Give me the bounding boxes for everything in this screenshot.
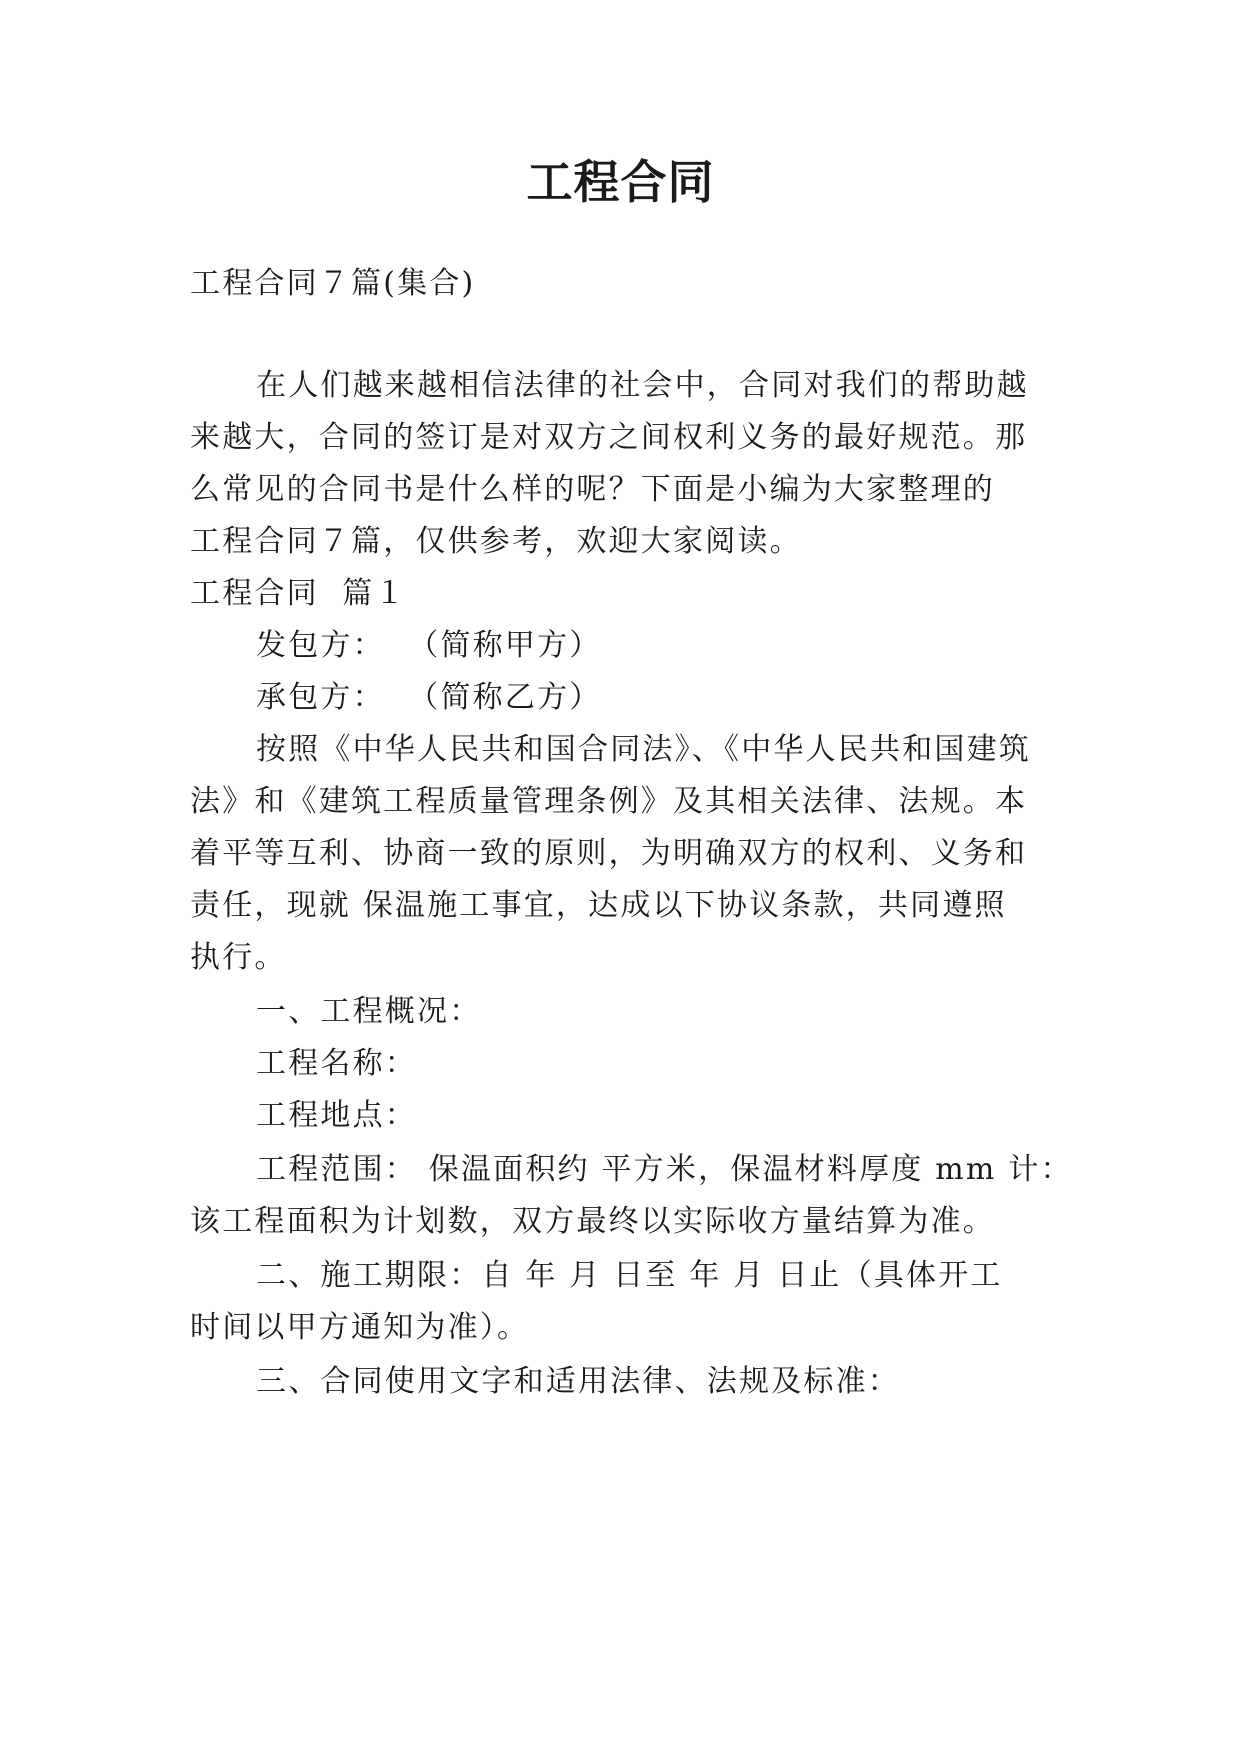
project-scope-line-1: 工程范围： 保温面积约 平方米，保温材料厚度 mm 计：: [256, 1152, 1073, 1187]
basis-line-1: 按照《中华人民共和国合同法》、《中华人民共和国建筑: [256, 732, 1031, 767]
basis-line-5: 执行。: [190, 940, 287, 975]
intro-line-4: 工程合同７篇，仅供参考，欢迎大家阅读。: [190, 524, 802, 559]
intro-line-2: 来越大，合同的签订是对双方之间权利义务的最好规范。那: [190, 420, 1028, 455]
project-location-line: 工程地点：: [256, 1098, 417, 1133]
clause-1-title: 一、工程概况：: [256, 994, 482, 1029]
basis-line-2: 法》和《建筑工程质量管理条例》及其相关法律、法规。本: [190, 784, 1028, 819]
party-b-line: 承包方： （简称乙方）: [256, 680, 602, 715]
intro-line-3: 么常见的合同书是什么样的呢？下面是小编为大家整理的: [190, 472, 995, 507]
document-subtitle: 工程合同７篇(集合): [190, 266, 476, 301]
intro-line-1: 在人们越来越相信法律的社会中，合同对我们的帮助越: [256, 368, 1029, 403]
clause-3-title: 三、合同使用文字和适用法律、法规及标准：: [256, 1364, 900, 1399]
party-a-line: 发包方： （简称甲方）: [256, 628, 602, 663]
basis-line-3: 着平等互利、协商一致的原则，为明确双方的权利、义务和: [190, 836, 1028, 871]
project-name-line: 工程名称：: [256, 1046, 417, 1081]
clause-2-line-1: 二、施工期限：自 年 月 日至 年 月 日止（具体开工: [256, 1258, 1003, 1293]
clause-2-line-2: 时间以甲方通知为准）。: [190, 1310, 530, 1345]
section-heading: 工程合同 篇１: [190, 576, 407, 611]
project-scope-line-2: 该工程面积为计划数，双方最终以实际收方量结算为准。: [190, 1204, 995, 1239]
document-title: 工程合同: [526, 155, 715, 209]
basis-line-4: 责任，现就 保温施工事宜，达成以下协议条款，共同遵照: [190, 888, 1007, 923]
